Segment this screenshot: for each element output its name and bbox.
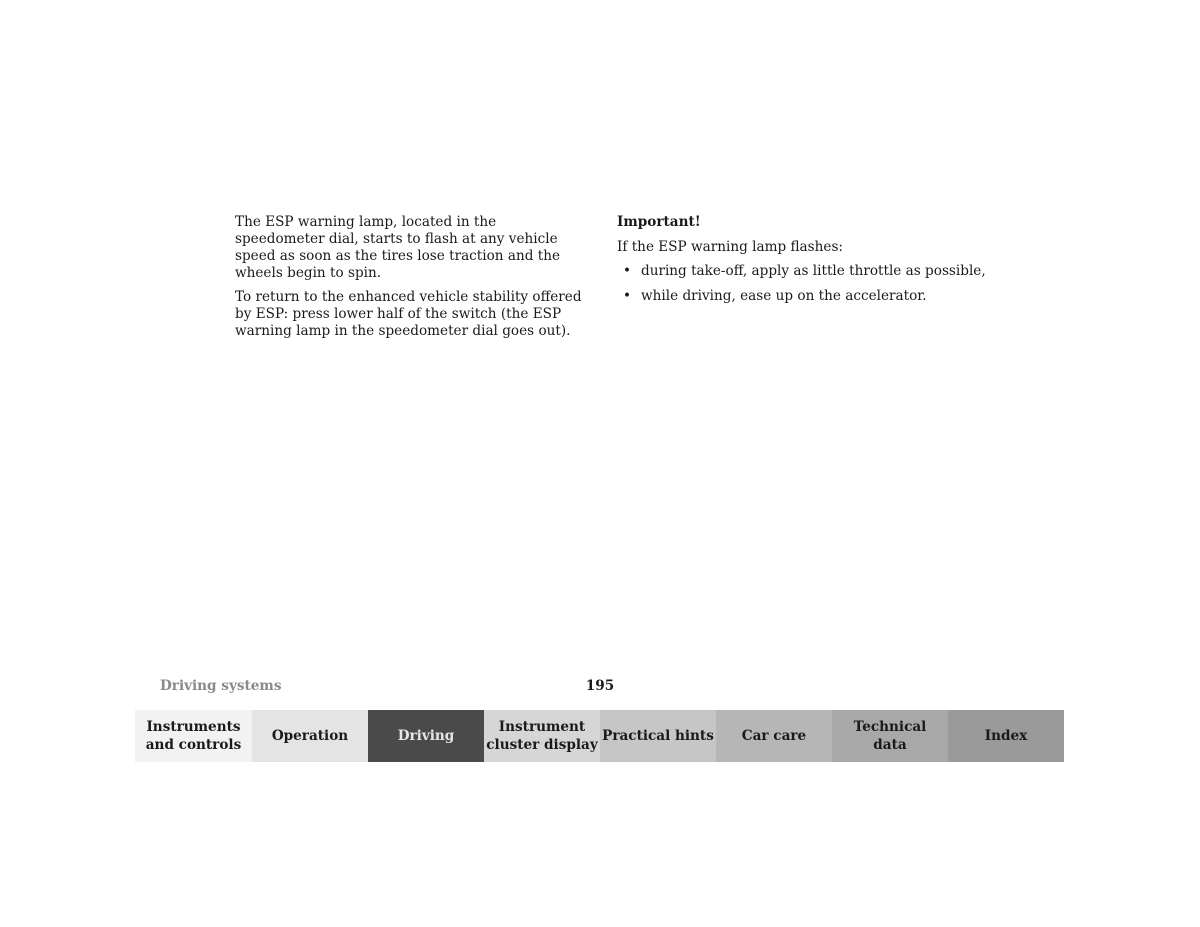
tab-driving[interactable] <box>368 710 484 762</box>
chapter-tabs <box>135 710 1064 762</box>
section-title: Driving systems <box>160 678 282 694</box>
tab-label: Driving <box>397 728 455 744</box>
tab-technical-data[interactable] <box>832 710 948 762</box>
left-column <box>235 214 585 347</box>
page-number: 195 <box>585 678 615 694</box>
tab-index[interactable] <box>948 710 1064 762</box>
bullet-icon: • <box>623 263 632 279</box>
right-column <box>617 214 997 313</box>
tab-label: Instrument cluster display <box>486 719 598 753</box>
tab-label: Technical data <box>853 719 927 753</box>
intro-text: If the ESP warning lamp flashes: <box>617 239 843 255</box>
bullet-icon: • <box>623 288 632 304</box>
tab-instrument-cluster-display[interactable] <box>484 710 600 762</box>
list-item-text: during take-off, apply as little throttle as possible, <box>641 263 986 279</box>
list-item-text: while driving, ease up on the accelerator. <box>641 288 927 304</box>
tab-operation[interactable] <box>252 710 368 762</box>
tab-label: Car care <box>741 728 807 744</box>
paragraph: To return to the enhanced vehicle stability offered by ESP: press lower half of the switch (the ESP warning lamp in the speedometer dial goes out). <box>235 289 582 339</box>
tab-practical-hints[interactable] <box>600 710 716 762</box>
list-item <box>617 263 997 280</box>
tab-label: Instruments and controls <box>145 719 242 753</box>
paragraph: The ESP warning lamp, located in the speedometer dial, starts to flash at any vehicle speed as soon as the tires lose traction and the wheels begin to spin. <box>235 214 561 281</box>
tab-label: Practical hints <box>602 728 714 744</box>
important-heading: Important! <box>617 214 701 230</box>
tab-car-care[interactable] <box>716 710 832 762</box>
tab-instruments-and-controls[interactable] <box>135 710 252 762</box>
bullet-list <box>617 263 997 305</box>
tab-label: Operation <box>271 728 349 744</box>
list-item <box>617 288 997 305</box>
tab-label: Index <box>984 728 1028 744</box>
